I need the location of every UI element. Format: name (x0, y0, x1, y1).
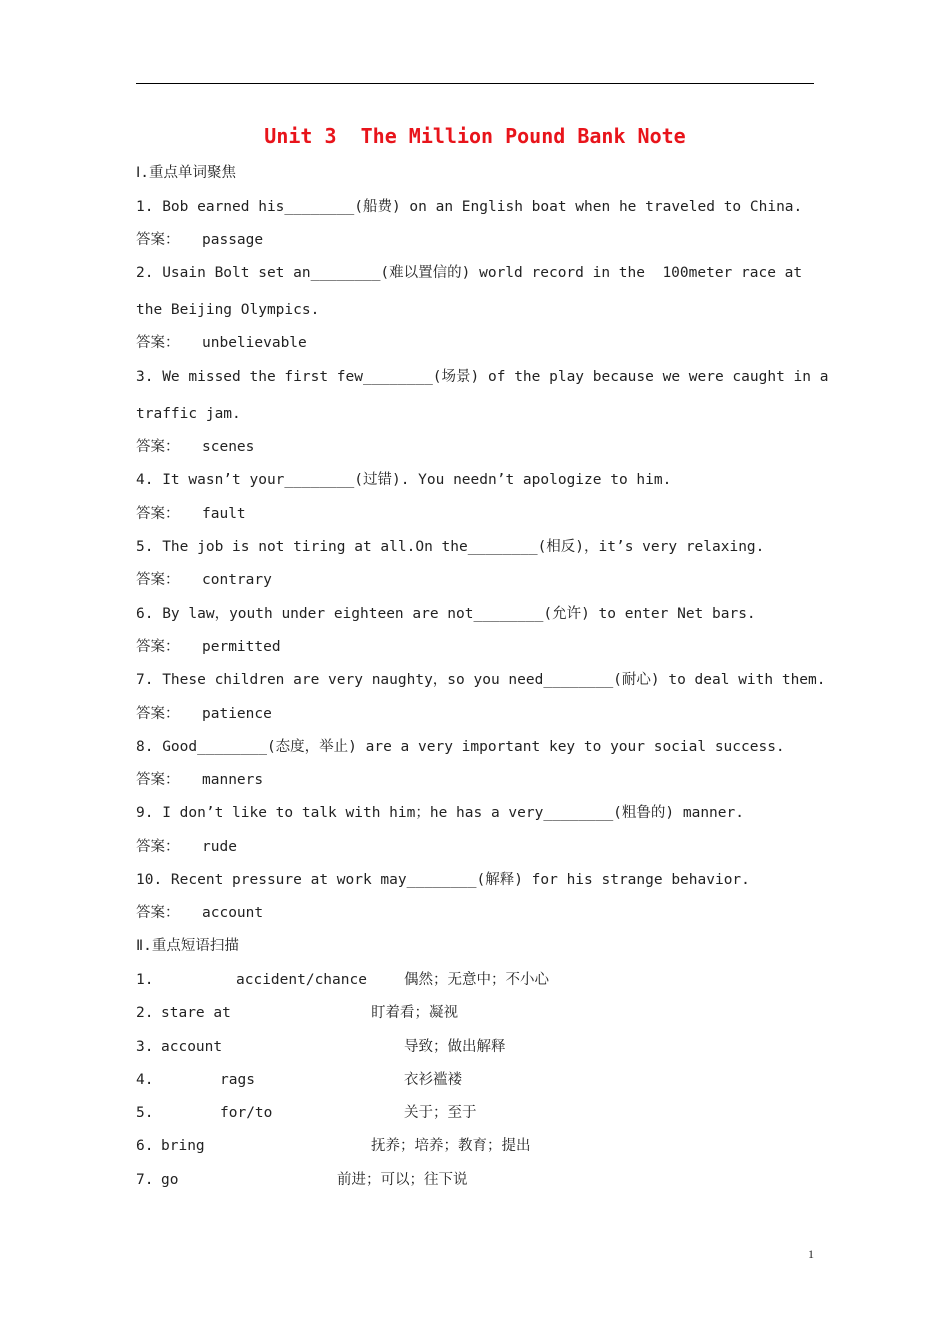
question-8: 8. Good________(态度，举止) are a very important key to your social success. (136, 739, 785, 755)
answer-value: contrary (202, 572, 272, 588)
answer-8 (136, 770, 263, 790)
question-7: 7. These children are very naughty，so you need________(耐心) to deal with them. (136, 672, 826, 688)
phrase-meaning: 关于；至于 (404, 1105, 477, 1121)
phrase-text: go (161, 1172, 179, 1188)
header-rule (136, 83, 814, 84)
question-4: 4. It wasn’t your________(过错). You needn’t apologize to him. (136, 472, 672, 488)
phrase-text: for/to (220, 1105, 273, 1121)
phrase-number: 3. (136, 1039, 154, 1055)
answer-value: passage (202, 232, 264, 248)
question-10: 10. Recent pressure at work may________(解释) for his strange behavior. (136, 872, 750, 888)
answer-value: permitted (202, 639, 281, 655)
answer-3 (136, 437, 254, 457)
answer-value: manners (202, 772, 264, 788)
answer-label: 答案： (136, 706, 180, 722)
phrase-meaning: 前进；可以；往下说 (337, 1172, 468, 1188)
phrase-text: rags (220, 1072, 255, 1088)
answer-value: fault (202, 506, 246, 522)
answer-value: scenes (202, 439, 255, 455)
phrase-meaning: 盯着看；凝视 (371, 1005, 458, 1021)
question-6: 6. By law，youth under eighteen are not________(允许) to enter Net bars. (136, 606, 756, 622)
answer-value: unbelievable (202, 335, 307, 351)
answer-label: 答案： (136, 506, 180, 522)
phrase-text: accident/chance (236, 972, 367, 988)
phrase-number: 5. (136, 1105, 154, 1121)
phrase-text: stare at (161, 1005, 231, 1021)
phrase-meaning: 抚养；培养；教育；提出 (371, 1138, 531, 1154)
question-5: 5. The job is not tiring at all.On the________(相反)，it’s very relaxing. (136, 539, 765, 555)
answer-7 (136, 704, 272, 724)
answer-1 (136, 230, 263, 250)
page-number: 1 (808, 1247, 814, 1261)
phrase-meaning: 偶然；无意中；不小心 (404, 972, 549, 988)
answer-label: 答案： (136, 905, 180, 921)
phrase-text: bring (161, 1138, 205, 1154)
answer-value: account (202, 905, 264, 921)
phrase-number: 6. (136, 1138, 154, 1154)
answer-label: 答案： (136, 335, 180, 351)
answer-label: 答案： (136, 839, 180, 855)
answer-label: 答案： (136, 639, 180, 655)
answer-6 (136, 637, 281, 657)
answer-4 (136, 504, 246, 524)
answer-label: 答案： (136, 439, 180, 455)
question-9: 9. I don’t like to talk with him；he has a very________(粗鲁的) manner. (136, 805, 744, 821)
page-title: Unit 3 The Million Pound Bank Note (264, 124, 686, 148)
section-heading-2: Ⅱ.重点短语扫描 (136, 938, 239, 954)
answer-5 (136, 570, 272, 590)
phrase-number: 2. (136, 1005, 154, 1021)
question-2-cont: the Beijing Olympics. (136, 302, 320, 318)
phrase-text: account (161, 1039, 223, 1055)
question-1: 1. Bob earned his________(船费) on an English boat when he traveled to China. (136, 199, 803, 215)
answer-10 (136, 903, 263, 923)
phrase-meaning: 衣衫褴褛 (404, 1072, 462, 1088)
section-heading-1: Ⅰ.重点单词聚焦 (136, 165, 237, 181)
answer-label: 答案： (136, 772, 180, 788)
phrase-number: 7. (136, 1172, 154, 1188)
phrase-meaning: 导致；做出解释 (404, 1039, 506, 1055)
answer-label: 答案： (136, 572, 180, 588)
question-3: 3. We missed the first few________(场景) of the play because we were caught in a (136, 369, 829, 385)
answer-2 (136, 333, 307, 353)
answer-value: rude (202, 839, 237, 855)
phrase-number: 4. (136, 1072, 154, 1088)
question-2: 2. Usain Bolt set an________(难以置信的) world record in the 100meter race at (136, 265, 803, 281)
answer-value: patience (202, 706, 272, 722)
answer-9 (136, 837, 237, 857)
question-3-cont: traffic jam. (136, 406, 241, 422)
answer-label: 答案： (136, 232, 180, 248)
phrase-number: 1. (136, 972, 154, 988)
